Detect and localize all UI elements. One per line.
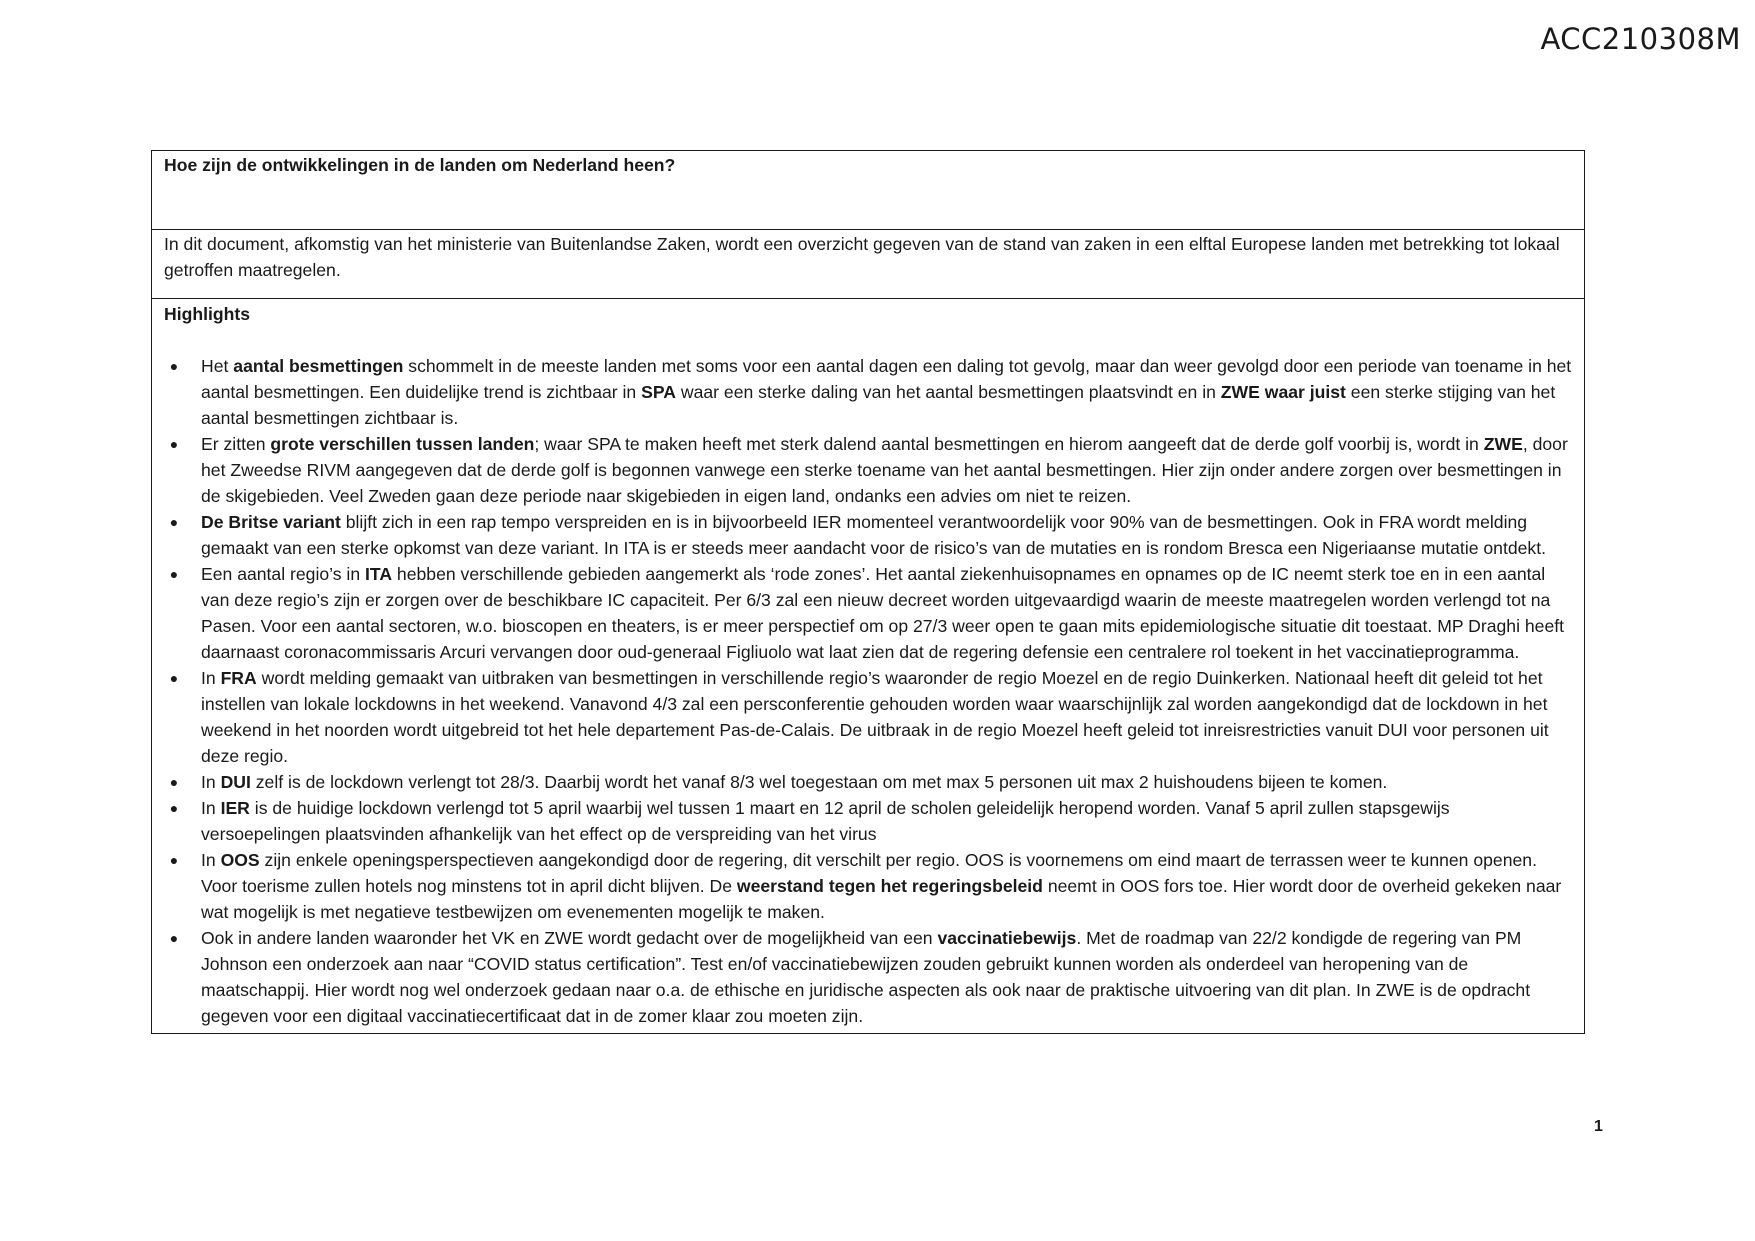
highlight-text: Ook in andere landen waaronder het VK en ZWE wordt gedacht over de mogelijkheid van een (201, 928, 938, 948)
highlight-emphasis: OOS (220, 850, 260, 870)
highlight-text: is de huidige lockdown verlengd tot 5 april waarbij wel tussen 1 maart en 12 april de scholen geleidelijk heropend worden. Vanaf 5 april zullen stapsgewijs versoepelingen plaatsvinden afhankelijk van het effect op de verspreiding van het virus (201, 798, 1450, 844)
highlight-emphasis: IER (220, 798, 250, 818)
bullet-icon: ● (169, 514, 179, 530)
page-number: 1 (1594, 1118, 1603, 1135)
highlight-item (164, 561, 1572, 665)
bullet-icon: ● (169, 930, 179, 946)
highlight-emphasis: ZWE waar juist (1220, 382, 1346, 402)
highlight-emphasis: FRA (220, 668, 257, 688)
highlight-text: In (201, 798, 221, 818)
highlight-emphasis: ZWE (1483, 434, 1523, 454)
document-code: ACC210308M (1540, 22, 1741, 56)
highlight-item (164, 509, 1572, 561)
highlight-text: ; waar SPA te maken heeft met sterk dalend aantal besmettingen en hierom aangeeft dat de derde golf voorbij is, wordt in (534, 434, 1484, 454)
highlight-text: Een aantal regio’s in (201, 564, 365, 584)
question-heading: Hoe zijn de ontwikkelingen in de landen om Nederland heen? (164, 155, 676, 175)
highlight-text: In (201, 668, 221, 688)
highlight-emphasis: SPA (641, 382, 676, 402)
highlight-item (164, 665, 1572, 769)
bullet-icon: ● (169, 852, 179, 868)
intro-text: In dit document, afkomstig van het ministerie van Buitenlandse Zaken, wordt een overzicht gegeven van de stand van zaken in een elftal Europese landen met betrekking tot lokaal getroffen maatregelen. (164, 234, 1560, 280)
highlight-text: blijft zich in een rap tempo verspreiden en is in bijvoorbeeld IER momenteel verantwoordelijk voor 90% van de besmettingen. Ook in FRA wordt melding gemaakt van een sterke opkomst van deze variant. In ITA is er steeds meer aandacht voor de risico’s van de mutaties en is rondom Bresca een Nigeriaanse mutatie ontdekt. (201, 512, 1547, 558)
highlight-emphasis: weerstand tegen het regeringsbeleid (736, 876, 1043, 896)
bullet-icon: ● (169, 800, 179, 816)
highlight-text: neemt in OOS fors toe. Hier wordt door de overheid gekeken naar wat mogelijk is met negatieve testbewijzen om evenementen mogelijk te maken. (201, 876, 1562, 922)
highlight-emphasis: DUI (220, 772, 251, 792)
highlight-item (164, 431, 1572, 509)
highlight-text: , door het Zweedse RIVM aangegeven dat de derde golf is begonnen vanwege een sterke toename van het aantal besmettingen. Hier zijn onder andere zorgen over besmettingen in de skigebieden. Veel Zweden gaan deze periode naar skigebieden in eigen land, ondanks een advies om niet te reizen. (201, 434, 1568, 506)
highlights-list (164, 353, 1572, 1029)
highlight-item (164, 795, 1572, 847)
highlight-text: zelf is de lockdown verlengt tot 28/3. Daarbij wordt het vanaf 8/3 wel toegestaan om met max 5 personen uit max 2 huishoudens bijeen te komen. (250, 772, 1388, 792)
highlight-emphasis: De Britse variant (201, 512, 341, 532)
highlight-text: een sterke stijging van het aantal besmettingen zichtbaar is. (201, 382, 1556, 428)
summary-table (151, 150, 1585, 1034)
highlight-text: waar een sterke daling van het aantal besmettingen plaatsvindt en in (676, 382, 1221, 402)
intro-row (152, 230, 1584, 299)
highlight-text: Het (201, 356, 234, 376)
bullet-icon: ● (169, 566, 179, 582)
highlight-text: hebben verschillende gebieden aangemerkt als ‘rode zones’. Het aantal ziekenhuisopnames en opnames op de IC neemt sterk toe en in een aantal van deze regio’s zijn er zorgen over de beschikbare IC capaciteit. Per 6/3 zal een nieuw decreet worden uitgevaardigd waarin de meeste maatregelen worden verlengd tot na Pasen. Voor een aantal sectoren, w.o. bioscopen en theaters, is er meer perspectief om op 27/3 weer open te gaan mits epidemiologische situatie dit toestaat. MP Draghi heeft daarnaast coronacommissaris Arcuri vervangen door oud-generaal Figliuolo wat laat zien dat de regering defensie een centralere rol toekent in het vaccinatieprogramma. (201, 564, 1565, 662)
highlights-row (152, 299, 1584, 1033)
highlights-title: Highlights (164, 304, 251, 324)
highlight-emphasis: grote verschillen tussen landen (270, 434, 535, 454)
highlight-item (164, 925, 1572, 1029)
bullet-icon: ● (169, 670, 179, 686)
highlight-item (164, 847, 1572, 925)
highlight-text: . Met de roadmap van 22/2 kondigde de regering van PM Johnson een onderzoek aan naar “COVID status certification”. Test en/of vaccinatiebewijzen zouden gebruikt kunnen worden als onderdeel van heropening van de maatschappij. Hier wordt nog wel onderzoek gedaan naar o.a. de ethische en juridische aspecten als ook naar de praktische uitvoering van dit plan. In ZWE is de opdracht gegeven voor een digitaal vaccinatiecertificaat dat in de zomer klaar zou moeten zijn. (201, 928, 1531, 1026)
highlight-text: In (201, 850, 221, 870)
highlight-emphasis: aantal besmettingen (233, 356, 404, 376)
question-row (152, 151, 1584, 230)
bullet-icon: ● (169, 436, 179, 452)
highlight-item (164, 769, 1572, 795)
highlight-emphasis: vaccinatiebewijs (937, 928, 1077, 948)
highlight-text: wordt melding gemaakt van uitbraken van besmettingen in verschillende regio’s waaronder de regio Moezel en de regio Duinkerken. Nationaal heeft dit geleid tot het instellen van lokale lockdowns in het weekend. Vanavond 4/3 zal een persconferentie gehouden worden waar waarschijnlijk zal worden aangekondigd dat de lockdown in het weekend in het noorden wordt uitgebreid tot het hele departement Pas-de-Calais. De uitbraak in de regio Moezel heeft geleid tot inreisrestricties vanuit DUI voor personen uit deze regio. (201, 668, 1549, 766)
highlight-text: Er zitten (201, 434, 271, 454)
highlight-emphasis: ITA (365, 564, 393, 584)
highlight-item (164, 353, 1572, 431)
bullet-icon: ● (169, 774, 179, 790)
highlight-text: In (201, 772, 221, 792)
highlight-text: schommelt in de meeste landen met soms voor een aantal dagen een daling tot gevolg, maar dan weer gevolgd door een periode van toename in het aantal besmettingen. Een duidelijke trend is zichtbaar in (201, 356, 1572, 402)
highlight-text: zijn enkele openingsperspectieven aangekondigd door de regering, dit verschilt per regio. OOS is voornemens om eind maart de terrassen weer te kunnen openen. Voor toerisme zullen hotels nog minstens tot in april dicht blijven. De (201, 850, 1537, 896)
bullet-icon: ● (169, 358, 179, 374)
